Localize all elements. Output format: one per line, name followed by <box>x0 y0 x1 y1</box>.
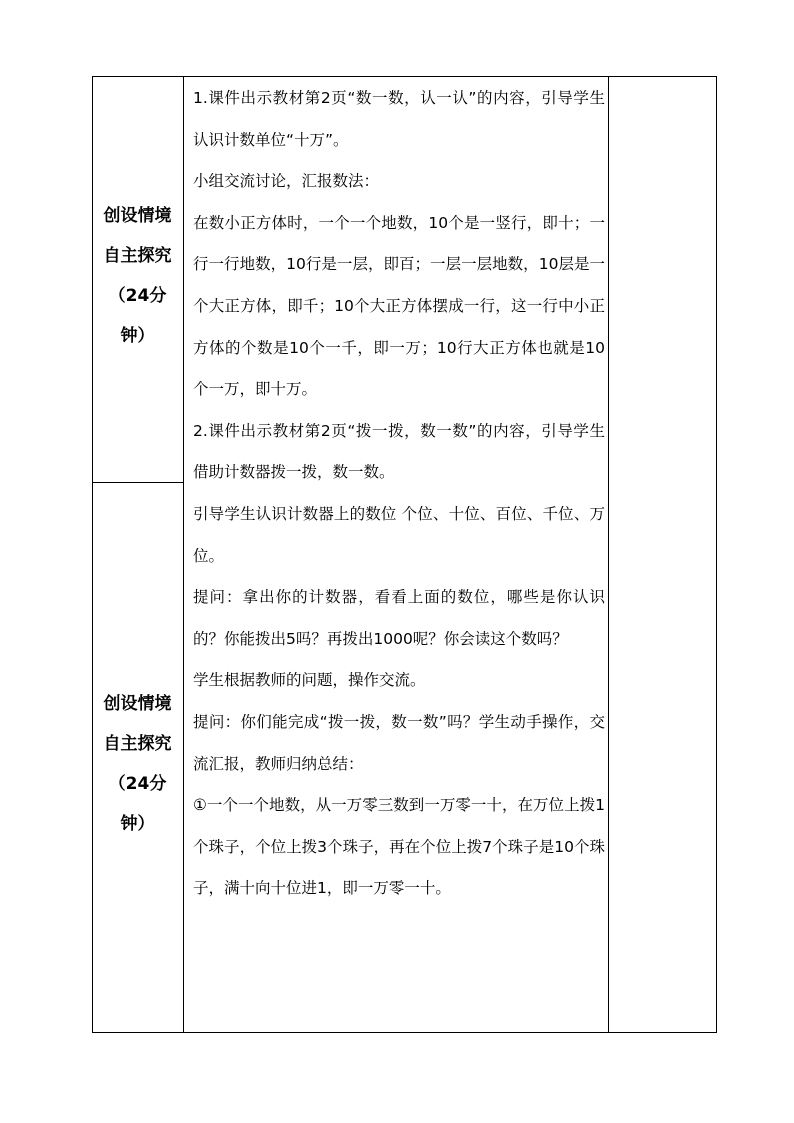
content-paragraph: ①一个一个地数，从一万零三数到一万零一十，在万位上拨1个珠子，个位上拨3个珠子，再在个位上拨7个珠子是10个珠子，满十向十位进1，即一万零一十。 <box>193 796 605 898</box>
content-paragraph: 1.课件出示教材第2页“数一数，认一认”的内容，引导学生认识计数单位“十万”。 <box>193 89 605 149</box>
stage-label-line: （24分 <box>108 774 167 794</box>
table-border-right <box>716 76 717 1033</box>
content-paragraph: 在数小正方体时，一个一个地数，10个是一竖行，即十；一行一行地数，10行是一层，即百；一层一层地数，10层是一个大正方体，即千；10个大正方体摆成一行，这一行中小正方体的个数是10个一千，即一万；10行大正方体也就是10个一万，即十万。 <box>193 213 605 399</box>
content-paragraph: 引导学生认识计数器上的数位 个位、十位、百位、千位、万位。 <box>193 504 605 565</box>
table-border-bottom <box>92 1032 717 1033</box>
stage-label-line: 钟） <box>120 814 155 834</box>
stage-label-line: 创设情境 <box>103 694 172 714</box>
stage-row-divider <box>92 482 184 483</box>
table-column-divider-2 <box>608 76 609 1033</box>
table-border-top <box>92 76 717 77</box>
stage-label-1 <box>92 196 183 356</box>
content-paragraph: 2.课件出示教材第2页“拨一拨，数一数”的内容，引导学生借助计数器拨一拨，数一数。 <box>193 421 605 482</box>
stage-label-2 <box>92 684 183 844</box>
content-paragraph: 提问：拿出你的计数器，看看上面的数位，哪些是你认识的？你能拨出5吗？再拨出1000呢？你会读这个数吗？ <box>193 588 605 648</box>
stage-label-line: 钟） <box>120 326 155 346</box>
stage-label-line: 创设情境 <box>103 206 172 226</box>
lesson-content <box>193 78 605 910</box>
stage-label-line: （24分 <box>108 286 167 306</box>
table-column-divider-1 <box>183 76 184 1033</box>
content-paragraph: 提问：你们能完成“拨一拨，数一数”吗？学生动手操作，交流汇报，教师归纳总结： <box>193 712 605 773</box>
stage-label-line: 自主探究 <box>103 246 172 266</box>
content-paragraph: 小组交流讨论，汇报数法： <box>193 172 380 191</box>
content-paragraph: 学生根据教师的问题，操作交流。 <box>193 671 426 690</box>
stage-label-line: 自主探究 <box>103 734 172 754</box>
